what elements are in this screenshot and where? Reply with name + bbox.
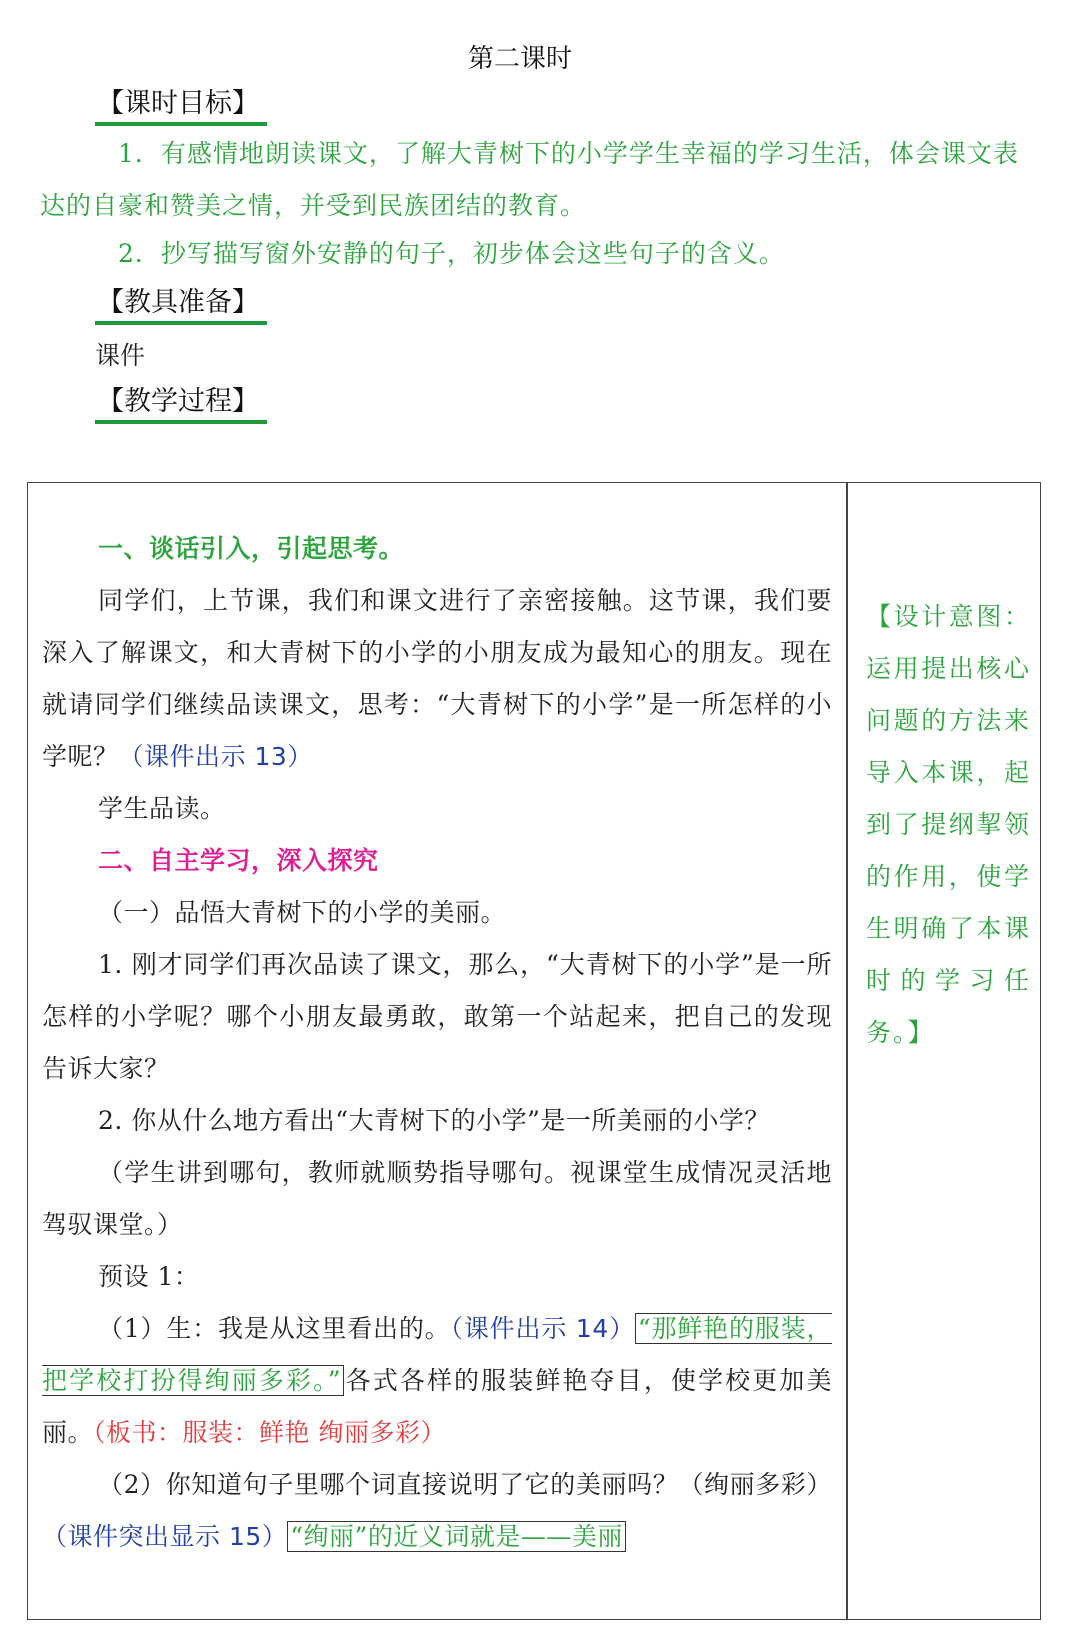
paragraph-intro <box>42 575 832 783</box>
answer-2-text: （2）你知道句子里哪个词直接说明了它的美丽吗？（绚丽多彩） <box>98 1470 832 1499</box>
answer-1-text: （1）生：我是从这里看出的。 <box>98 1314 451 1343</box>
paragraph-answer-2 <box>42 1459 832 1563</box>
heading-explore: 二、自主学习，深入探究 <box>98 846 379 875</box>
paragraph-answer-1 <box>42 1303 832 1459</box>
section-heading-process: 【教学过程】 <box>95 384 267 424</box>
goal-item-2: 2．抄写描写窗外安静的句子，初步体会这些句子的含义。 <box>118 239 785 268</box>
heading-intro: 一、谈话引入，引起思考。 <box>98 534 405 563</box>
paragraph-preset-1: 预设 1： <box>98 1262 200 1291</box>
design-intent-note: 【设计意图：运用提出核心问题的方法来导入本课，起到了提纲挈领的作用，使学生明确了本课时的学习任务。】 <box>866 602 1031 1047</box>
paragraph-intro-text: 同学们，上节课，我们和课文进行了亲密接触。这节课，我们要深入了解课文，和大青树下的小学的小朋友成为最知心的朋友。现在就请同学们继续品读课文，思考：“大青树下的小学”是一所怎样的小学呢？ <box>42 586 832 771</box>
section-heading-prep: 【教具准备】 <box>95 285 267 325</box>
paragraph-student-read: 学生品读。 <box>98 794 226 823</box>
quoted-sentence-box: “那鲜艳的服装，把学校打扮得绚丽多彩。” <box>42 1314 832 1395</box>
paragraph-subsection-1: （一）品悟大青树下的小学的美丽。 <box>98 898 507 927</box>
blackboard-note: （板书：服装：鲜艳 绚丽多彩） <box>93 1418 446 1447</box>
synonym-box: “绚丽”的近义词就是——美丽 <box>287 1521 626 1552</box>
paragraph-question-1: 1. 刚才同学们再次品读了课文，那么，“大青树下的小学”是一所怎样的小学呢？哪个小朋友最勇敢，敢第一个站起来，把自己的发现告诉大家？ <box>42 950 832 1083</box>
section-heading-goals: 【课时目标】 <box>95 86 267 126</box>
prep-text: 课件 <box>95 341 146 370</box>
column-divider <box>846 483 848 1619</box>
paragraph-guidance: （学生讲到哪句，教师就顺势指导哪句。视课堂生成情况灵活地驾驭课堂。） <box>42 1158 832 1239</box>
answer-1-explain: 各式各样的服装鲜艳夺目，使学校更加美丽。 <box>42 1366 832 1447</box>
goal-item-1: 1．有感情地朗读课文，了解大青树下的小学学生幸福的学习生活，体会课文表达的自豪和赞美之情，并受到民族团结的教育。 <box>40 139 1019 220</box>
page-title: 第二课时 <box>467 44 572 74</box>
courseware-note-15: （课件突出显示 15） <box>42 1522 288 1551</box>
paragraph-question-2: 2. 你从什么地方看出“大青树下的小学”是一所美丽的小学？ <box>98 1106 770 1135</box>
lesson-content-column <box>42 523 832 1563</box>
courseware-note-14: （课件出示 14） <box>450 1314 635 1343</box>
lesson-table <box>27 482 1041 1620</box>
courseware-note-13: （课件出示 13） <box>118 742 313 771</box>
